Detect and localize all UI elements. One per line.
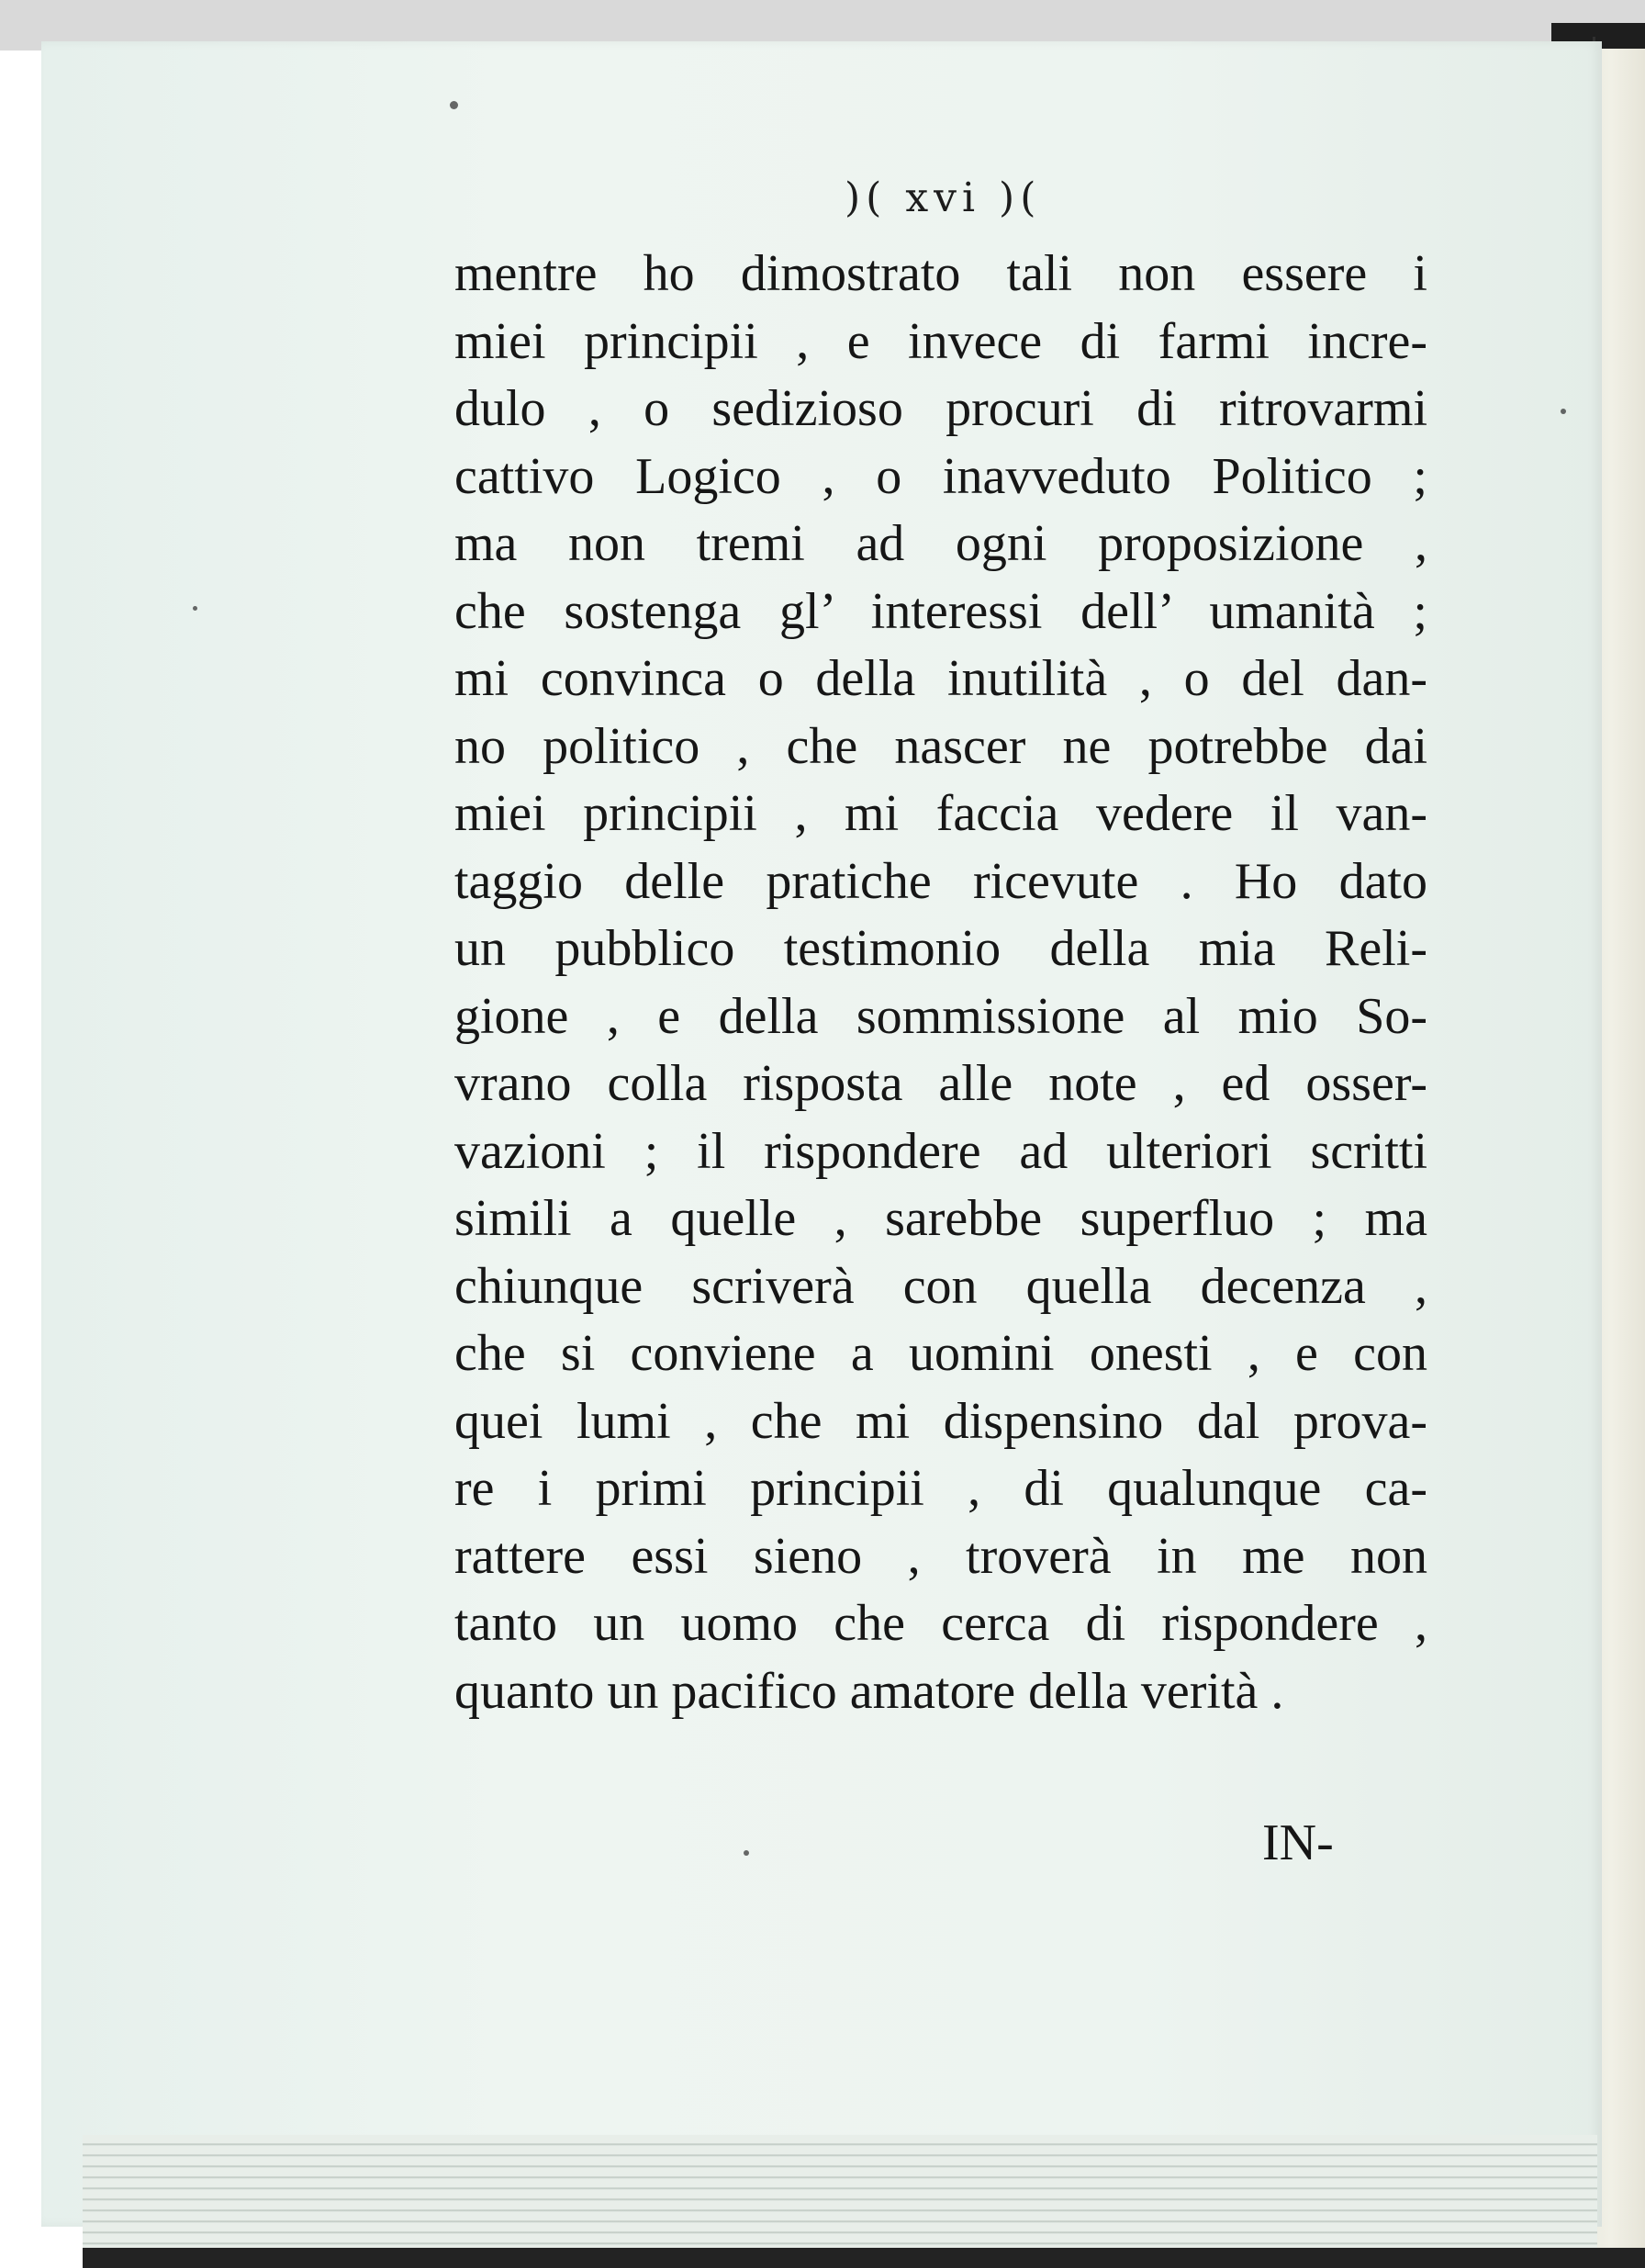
text-line-16: chiunque scriverà con quella decenza , (454, 1257, 1427, 1315)
text-line-1: mentre ho dimostrato tali non essere i (454, 245, 1427, 302)
ink-speck (450, 101, 458, 109)
ink-speck (744, 1850, 749, 1856)
ink-speck (1561, 409, 1566, 414)
text-line-11: un pubblico testimonio della mia Reli- (454, 920, 1427, 977)
text-line-10: taggio delle pratiche ricevute . Ho dato (454, 852, 1427, 910)
book-bottom-shadow (83, 2248, 1645, 2268)
text-line-4: cattivo Logico , o inavveduto Politico ; (454, 447, 1427, 505)
text-line-7: mi convinca o della inutilità , o del dan- (454, 650, 1427, 707)
text-line-19: re i primi principii , di qualunque ca- (454, 1460, 1427, 1517)
body-text (454, 241, 1427, 1725)
page-header-number: )( xvi )( (845, 174, 1042, 221)
text-line-14: vazioni ; il rispondere ad ulteriori scritti (454, 1122, 1427, 1180)
text-line-3: dulo , o sedizioso procuri di ritrovarmi (454, 380, 1427, 437)
text-line-22: quanto un pacifico amatore della verità . (454, 1662, 1284, 1720)
text-line-15: simili a quelle , sarebbe superfluo ; ma (454, 1190, 1427, 1247)
text-line-17: che si conviene a uomini onesti , e con (454, 1325, 1427, 1382)
text-line-12: gione , e della sommissione al mio So- (454, 987, 1427, 1045)
text-line-2: miei principii , e invece di farmi incre- (454, 312, 1427, 370)
catchword: IN- (1262, 1814, 1334, 1871)
text-line-18: quei lumi , che mi dispensino dal prova- (454, 1392, 1427, 1450)
text-line-6: che sostenga gl’ interessi dell’ umanità ; (454, 582, 1427, 640)
text-line-13: vrano colla risposta alle note , ed osser- (454, 1055, 1427, 1112)
scan-left-margin (0, 51, 41, 2268)
ink-speck (193, 606, 197, 611)
text-line-21: tanto un uomo che cerca di rispondere , (454, 1595, 1427, 1652)
text-line-20: rattere essi sieno , troverà in me non (454, 1527, 1427, 1585)
text-line-8: no politico , che nascer ne potrebbe dai (454, 717, 1427, 775)
text-line-9: miei principii , mi faccia vedere il van- (454, 785, 1427, 842)
text-line-5: ma non tremi ad ogni proposizione , (454, 515, 1427, 572)
